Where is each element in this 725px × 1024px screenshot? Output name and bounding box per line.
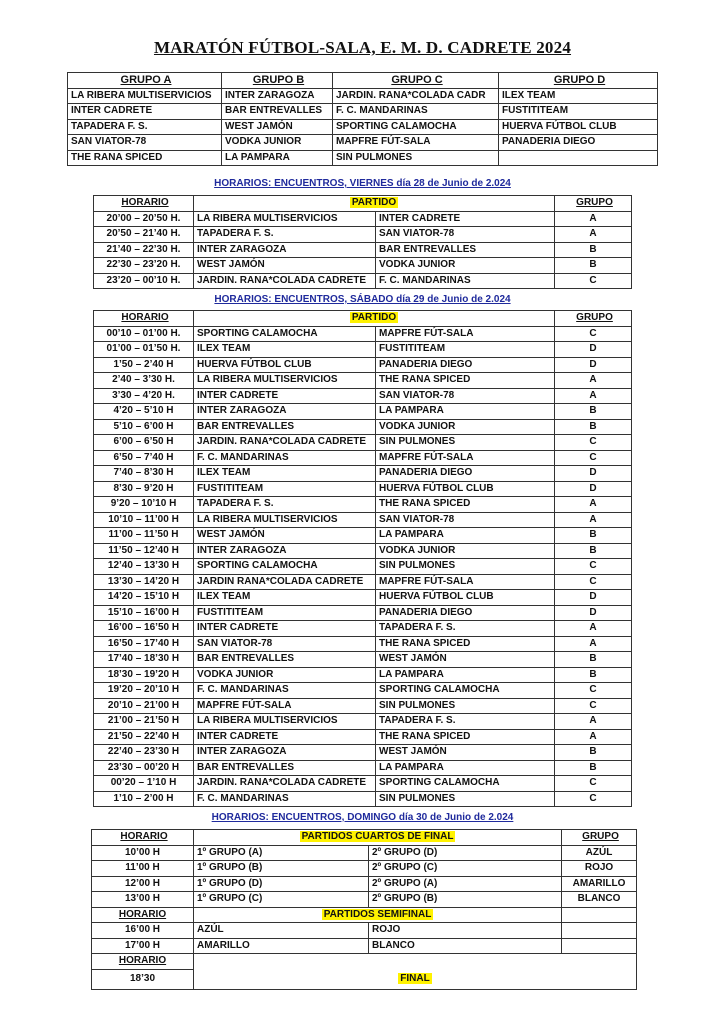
match-team-home: LA RIBERA MULTISERVICIOS <box>194 211 376 227</box>
match-team-home: F. C. MANDARINAS <box>194 683 376 699</box>
match-group: A <box>555 373 632 389</box>
col-semi-label: PARTIDOS SEMIFINAL <box>323 908 432 920</box>
match-group: B <box>555 404 632 420</box>
groups-row <box>68 135 658 151</box>
match-team-away: HUERVA FÚTBOL CLUB <box>376 590 555 606</box>
match-team-away: SIN PULMONES <box>376 435 555 451</box>
match-time: 1’50 – 2’40 H <box>94 357 194 373</box>
match-team-home: FUSTITITEAM <box>194 481 376 497</box>
match-team-home: TAPADERA F. S. <box>194 497 376 513</box>
group-team-cell: ILEX TEAM <box>499 88 658 104</box>
saturday-heading: HORARIOS: ENCUENTROS, SÁBADO día 29 de Junio de 2.024 <box>214 294 511 305</box>
empty-cell <box>562 923 637 939</box>
match-team-away: LA PAMPARA <box>376 528 555 544</box>
cuartos-header-row <box>92 830 637 846</box>
match-time: 16’00 H <box>92 923 194 939</box>
match-group: A <box>555 227 632 243</box>
match-group: A <box>555 714 632 730</box>
match-team-home: INTER CADRETE <box>194 388 376 404</box>
col-partido-label: PARTIDO <box>351 197 397 208</box>
match-team-home: INTER ZARAGOZA <box>194 745 376 761</box>
groups-table <box>67 72 658 166</box>
match-team-home: INTER ZARAGOZA <box>194 242 376 258</box>
match-row <box>94 388 632 404</box>
group-team-cell: SAN VIATOR-78 <box>68 135 222 151</box>
match-group: B <box>555 419 632 435</box>
match-group: A <box>555 388 632 404</box>
match-row <box>94 419 632 435</box>
match-team-home: JARDIN. RANA*COLADA CADRETE <box>194 435 376 451</box>
match-row <box>94 636 632 652</box>
match-team-home: JARDIN RANA*COLADA CADRETE <box>194 574 376 590</box>
match-row <box>94 667 632 683</box>
match-row <box>94 357 632 373</box>
group-team-cell: HUERVA FÚTBOL CLUB <box>499 119 658 135</box>
match-group: A <box>555 211 632 227</box>
match-team-home: AZÚL <box>194 923 369 939</box>
group-team-cell: LA RIBERA MULTISERVICIOS <box>68 88 222 104</box>
match-group: C <box>555 574 632 590</box>
match-row <box>94 683 632 699</box>
col-partido-label: PARTIDO <box>351 312 397 323</box>
match-group: C <box>555 450 632 466</box>
final-time: 18’30 <box>92 969 194 989</box>
match-team-home: 1º GRUPO (C) <box>194 892 369 908</box>
match-time: 17’00 H <box>92 938 194 954</box>
match-team-away: FUSTITITEAM <box>376 342 555 358</box>
match-time: 14’20 – 15’10 H <box>94 590 194 606</box>
match-team-away: TAPADERA F. S. <box>376 714 555 730</box>
saturday-schedule-table <box>93 310 632 807</box>
match-team-away: SAN VIATOR-78 <box>376 512 555 528</box>
empty-cell <box>562 907 637 923</box>
col-horario-final: HORARIO <box>92 954 194 970</box>
group-team-cell: SIN PULMONES <box>333 150 499 166</box>
match-row <box>94 760 632 776</box>
match-time: 6’50 – 7’40 H <box>94 450 194 466</box>
match-row <box>94 481 632 497</box>
match-time: 12’40 – 13’30 H <box>94 559 194 575</box>
match-time: 13’00 H <box>92 892 194 908</box>
match-group: C <box>555 791 632 807</box>
match-team-home: 1º GRUPO (D) <box>194 876 369 892</box>
group-team-cell: MAPFRE FÚT-SALA <box>333 135 499 151</box>
group-team-cell: INTER CADRETE <box>68 104 222 120</box>
col-horario: HORARIO <box>94 311 194 327</box>
match-row <box>94 242 632 258</box>
match-group: D <box>555 590 632 606</box>
match-time: 5’10 – 6’00 H <box>94 419 194 435</box>
match-time: 22’30 – 23’20 H. <box>94 258 194 274</box>
match-time: 21’00 – 21’50 H <box>94 714 194 730</box>
page-title: MARATÓN FÚTBOL-SALA, E. M. D. CADRETE 2024 <box>153 38 572 57</box>
final-row <box>92 969 637 989</box>
match-time: 10’10 – 11’00 H <box>94 512 194 528</box>
match-team-away: PANADERIA DIEGO <box>376 466 555 482</box>
match-team-away: PANADERIA DIEGO <box>376 357 555 373</box>
match-team-home: HUERVA FÚTBOL CLUB <box>194 357 376 373</box>
col-horario-semi: HORARIO <box>92 907 194 923</box>
col-horario: HORARIO <box>94 196 194 212</box>
match-row <box>94 273 632 289</box>
groups-row <box>68 104 658 120</box>
match-row <box>94 776 632 792</box>
match-team-away: VODKA JUNIOR <box>376 258 555 274</box>
match-team-home: 1º GRUPO (B) <box>194 861 369 877</box>
match-team-away: BAR ENTREVALLES <box>376 242 555 258</box>
match-group: C <box>555 326 632 342</box>
group-header-a: GRUPO A <box>68 73 222 89</box>
match-row <box>94 227 632 243</box>
match-team-home: LA RIBERA MULTISERVICIOS <box>194 512 376 528</box>
match-time: 00’10 – 01’00 H. <box>94 326 194 342</box>
semi-header-row <box>92 907 637 923</box>
match-group: ROJO <box>562 861 637 877</box>
match-group: B <box>555 543 632 559</box>
match-group: B <box>555 528 632 544</box>
match-row <box>94 621 632 637</box>
match-team-away: 2º GRUPO (C) <box>369 861 562 877</box>
match-team-away: THE RANA SPICED <box>376 729 555 745</box>
match-row <box>94 326 632 342</box>
match-team-home: SPORTING CALAMOCHA <box>194 326 376 342</box>
match-time: 4’20 – 5’10 H <box>94 404 194 420</box>
group-team-cell <box>499 150 658 166</box>
match-team-away: MAPFRE FÚT-SALA <box>376 574 555 590</box>
match-group: D <box>555 357 632 373</box>
match-group: C <box>555 435 632 451</box>
col-partido <box>194 196 555 212</box>
match-group: C <box>555 273 632 289</box>
match-team-away: LA PAMPARA <box>376 404 555 420</box>
match-team-home: SPORTING CALAMOCHA <box>194 559 376 575</box>
match-time: 3’30 – 4’20 H. <box>94 388 194 404</box>
match-time: 18’30 – 19’20 H <box>94 667 194 683</box>
match-time: 11’00 – 11’50 H <box>94 528 194 544</box>
match-team-home: ILEX TEAM <box>194 466 376 482</box>
groups-row <box>68 119 658 135</box>
match-team-home: ILEX TEAM <box>194 590 376 606</box>
match-group: B <box>555 242 632 258</box>
match-group: D <box>555 481 632 497</box>
match-time: 20’00 – 20’50 H. <box>94 211 194 227</box>
match-team-home: BAR ENTREVALLES <box>194 652 376 668</box>
match-row <box>94 729 632 745</box>
match-time: 1’10 – 2’00 H <box>94 791 194 807</box>
match-row <box>94 497 632 513</box>
match-team-home: INTER CADRETE <box>194 729 376 745</box>
groups-row <box>68 88 658 104</box>
match-group: B <box>555 745 632 761</box>
match-group: A <box>555 636 632 652</box>
group-team-cell: PANADERIA DIEGO <box>499 135 658 151</box>
match-team-away: SIN PULMONES <box>376 559 555 575</box>
match-time: 20’50 – 21’40 H. <box>94 227 194 243</box>
match-team-away: SAN VIATOR-78 <box>376 388 555 404</box>
match-time: 22’40 – 23’30 H <box>94 745 194 761</box>
match-team-away: THE RANA SPICED <box>376 497 555 513</box>
match-group: C <box>555 776 632 792</box>
match-team-away: 2º GRUPO (B) <box>369 892 562 908</box>
col-cuartos-label: PARTIDOS CUARTOS DE FINAL <box>301 831 454 842</box>
group-team-cell: SPORTING CALAMOCHA <box>333 119 499 135</box>
match-row <box>94 791 632 807</box>
col-semi <box>194 907 562 923</box>
match-team-away: VODKA JUNIOR <box>376 419 555 435</box>
match-group: C <box>555 559 632 575</box>
match-team-home: AMARILLO <box>194 938 369 954</box>
match-team-home: JARDIN. RANA*COLADA CADRETE <box>194 273 376 289</box>
match-team-away: SPORTING CALAMOCHA <box>376 776 555 792</box>
match-time: 12’00 H <box>92 876 194 892</box>
match-team-home: WEST JAMÓN <box>194 258 376 274</box>
match-group: AMARILLO <box>562 876 637 892</box>
match-time: 00’20 – 1’10 H <box>94 776 194 792</box>
match-group: B <box>555 258 632 274</box>
sunday-schedule-table <box>91 829 637 990</box>
group-team-cell: INTER ZARAGOZA <box>222 88 333 104</box>
match-row <box>94 652 632 668</box>
match-time: 01’00 – 01’50 H. <box>94 342 194 358</box>
match-team-away: LA PAMPARA <box>376 667 555 683</box>
group-team-cell: VODKA JUNIOR <box>222 135 333 151</box>
match-time: 19’20 – 20’10 H <box>94 683 194 699</box>
match-team-home: VODKA JUNIOR <box>194 667 376 683</box>
match-group: C <box>555 698 632 714</box>
col-horario: HORARIO <box>92 830 194 846</box>
match-time: 21’50 – 22’40 H <box>94 729 194 745</box>
match-team-home: JARDIN. RANA*COLADA CADRETE <box>194 776 376 792</box>
match-row <box>94 574 632 590</box>
match-group: BLANCO <box>562 892 637 908</box>
group-team-cell: TAPADERA F. S. <box>68 119 222 135</box>
match-row <box>94 450 632 466</box>
match-time: 11’00 H <box>92 861 194 877</box>
match-row <box>94 404 632 420</box>
match-team-away: SIN PULMONES <box>376 698 555 714</box>
match-time: 8’30 – 9’20 H <box>94 481 194 497</box>
semi-row <box>92 938 637 954</box>
match-team-away: F. C. MANDARINAS <box>376 273 555 289</box>
friday-heading: HORARIOS: ENCUENTROS, VIERNES día 28 de Junio de 2.024 <box>214 178 511 189</box>
match-team-away: TAPADERA F. S. <box>376 621 555 637</box>
match-team-away: MAPFRE FÚT-SALA <box>376 450 555 466</box>
match-row <box>94 512 632 528</box>
match-row <box>94 605 632 621</box>
match-group: B <box>555 760 632 776</box>
match-row <box>94 543 632 559</box>
match-row <box>94 258 632 274</box>
match-time: 15’10 – 16’00 H <box>94 605 194 621</box>
match-row <box>94 373 632 389</box>
match-team-away: PANADERIA DIEGO <box>376 605 555 621</box>
match-team-away: SPORTING CALAMOCHA <box>376 683 555 699</box>
match-team-home: BAR ENTREVALLES <box>194 760 376 776</box>
match-team-home: FUSTITITEAM <box>194 605 376 621</box>
match-team-away: LA PAMPARA <box>376 760 555 776</box>
group-team-cell: THE RANA SPICED <box>68 150 222 166</box>
match-group: B <box>555 667 632 683</box>
match-row <box>94 466 632 482</box>
col-grupo: GRUPO <box>562 830 637 846</box>
match-team-away: 2º GRUPO (D) <box>369 845 562 861</box>
col-grupo: GRUPO <box>555 311 632 327</box>
match-group: D <box>555 342 632 358</box>
match-team-home: F. C. MANDARINAS <box>194 450 376 466</box>
match-team-away: WEST JAMÓN <box>376 745 555 761</box>
match-time: 21’40 – 22’30 H. <box>94 242 194 258</box>
match-group: A <box>555 497 632 513</box>
friday-header-row <box>94 196 632 212</box>
match-time: 9’20 – 10’10 H <box>94 497 194 513</box>
match-team-away: INTER CADRETE <box>376 211 555 227</box>
group-header-d: GRUPO D <box>499 73 658 89</box>
group-header-b: GRUPO B <box>222 73 333 89</box>
match-group: D <box>555 605 632 621</box>
groups-header-row <box>68 73 658 89</box>
match-team-away: SIN PULMONES <box>376 791 555 807</box>
match-team-home: BAR ENTREVALLES <box>194 419 376 435</box>
match-team-home: F. C. MANDARINAS <box>194 791 376 807</box>
match-team-away: BLANCO <box>369 938 562 954</box>
match-group: C <box>555 683 632 699</box>
match-row <box>94 559 632 575</box>
match-team-away: ROJO <box>369 923 562 939</box>
saturday-header-row <box>94 311 632 327</box>
match-team-home: LA RIBERA MULTISERVICIOS <box>194 714 376 730</box>
sunday-heading: HORARIOS: ENCUENTROS, DOMINGO día 30 de Junio de 2.024 <box>211 812 514 823</box>
friday-schedule-table <box>93 195 632 289</box>
final-cell <box>194 969 637 989</box>
cuartos-row <box>92 892 637 908</box>
match-time: 16’00 – 16’50 H <box>94 621 194 637</box>
match-team-away: WEST JAMÓN <box>376 652 555 668</box>
group-team-cell: JARDIN. RANA*COLADA CADR <box>333 88 499 104</box>
match-group: AZÚL <box>562 845 637 861</box>
match-row <box>94 528 632 544</box>
match-team-home: TAPADERA F. S. <box>194 227 376 243</box>
cuartos-row <box>92 861 637 877</box>
match-team-away: THE RANA SPICED <box>376 373 555 389</box>
match-time: 23’30 – 00’20 H <box>94 760 194 776</box>
match-team-away: SAN VIATOR-78 <box>376 227 555 243</box>
group-team-cell: BAR ENTREVALLES <box>222 104 333 120</box>
match-time: 13’30 – 14’20 H <box>94 574 194 590</box>
cuartos-row <box>92 876 637 892</box>
match-team-away: 2º GRUPO (A) <box>369 876 562 892</box>
match-row <box>94 698 632 714</box>
match-team-home: LA RIBERA MULTISERVICIOS <box>194 373 376 389</box>
match-time: 20’10 – 21’00 H <box>94 698 194 714</box>
match-team-away: HUERVA FÚTBOL CLUB <box>376 481 555 497</box>
match-team-home: 1º GRUPO (A) <box>194 845 369 861</box>
match-group: A <box>555 512 632 528</box>
match-team-home: INTER ZARAGOZA <box>194 543 376 559</box>
cuartos-row <box>92 845 637 861</box>
match-team-home: INTER CADRETE <box>194 621 376 637</box>
final-label: FINAL <box>400 972 430 984</box>
group-header-c: GRUPO C <box>333 73 499 89</box>
match-time: 11’50 – 12’40 H <box>94 543 194 559</box>
match-row <box>94 745 632 761</box>
match-time: 6’00 – 6’50 H <box>94 435 194 451</box>
match-row <box>94 435 632 451</box>
match-time: 23’20 – 00’10 H. <box>94 273 194 289</box>
match-row <box>94 590 632 606</box>
match-time: 7’40 – 8’30 H <box>94 466 194 482</box>
empty-cell <box>194 954 637 970</box>
empty-cell <box>562 938 637 954</box>
match-row <box>94 714 632 730</box>
match-group: A <box>555 729 632 745</box>
match-team-away: VODKA JUNIOR <box>376 543 555 559</box>
col-cuartos <box>194 830 562 846</box>
match-team-home: INTER ZARAGOZA <box>194 404 376 420</box>
col-partido <box>194 311 555 327</box>
match-time: 2’40 – 3’30 H. <box>94 373 194 389</box>
match-team-home: SAN VIATOR-78 <box>194 636 376 652</box>
match-team-away: MAPFRE FÚT-SALA <box>376 326 555 342</box>
group-team-cell: WEST JAMÓN <box>222 119 333 135</box>
match-group: B <box>555 652 632 668</box>
match-team-home: MAPFRE FÚT-SALA <box>194 698 376 714</box>
groups-row <box>68 150 658 166</box>
col-grupo: GRUPO <box>555 196 632 212</box>
match-team-home: ILEX TEAM <box>194 342 376 358</box>
match-group: A <box>555 621 632 637</box>
group-team-cell: FUSTITITEAM <box>499 104 658 120</box>
match-group: D <box>555 466 632 482</box>
match-row <box>94 342 632 358</box>
final-header-row <box>92 954 637 970</box>
match-team-away: THE RANA SPICED <box>376 636 555 652</box>
match-team-home: WEST JAMÓN <box>194 528 376 544</box>
match-row <box>94 211 632 227</box>
match-time: 17’40 – 18’30 H <box>94 652 194 668</box>
match-time: 10’00 H <box>92 845 194 861</box>
group-team-cell: F. C. MANDARINAS <box>333 104 499 120</box>
semi-row <box>92 923 637 939</box>
group-team-cell: LA PAMPARA <box>222 150 333 166</box>
match-time: 16’50 – 17’40 H <box>94 636 194 652</box>
